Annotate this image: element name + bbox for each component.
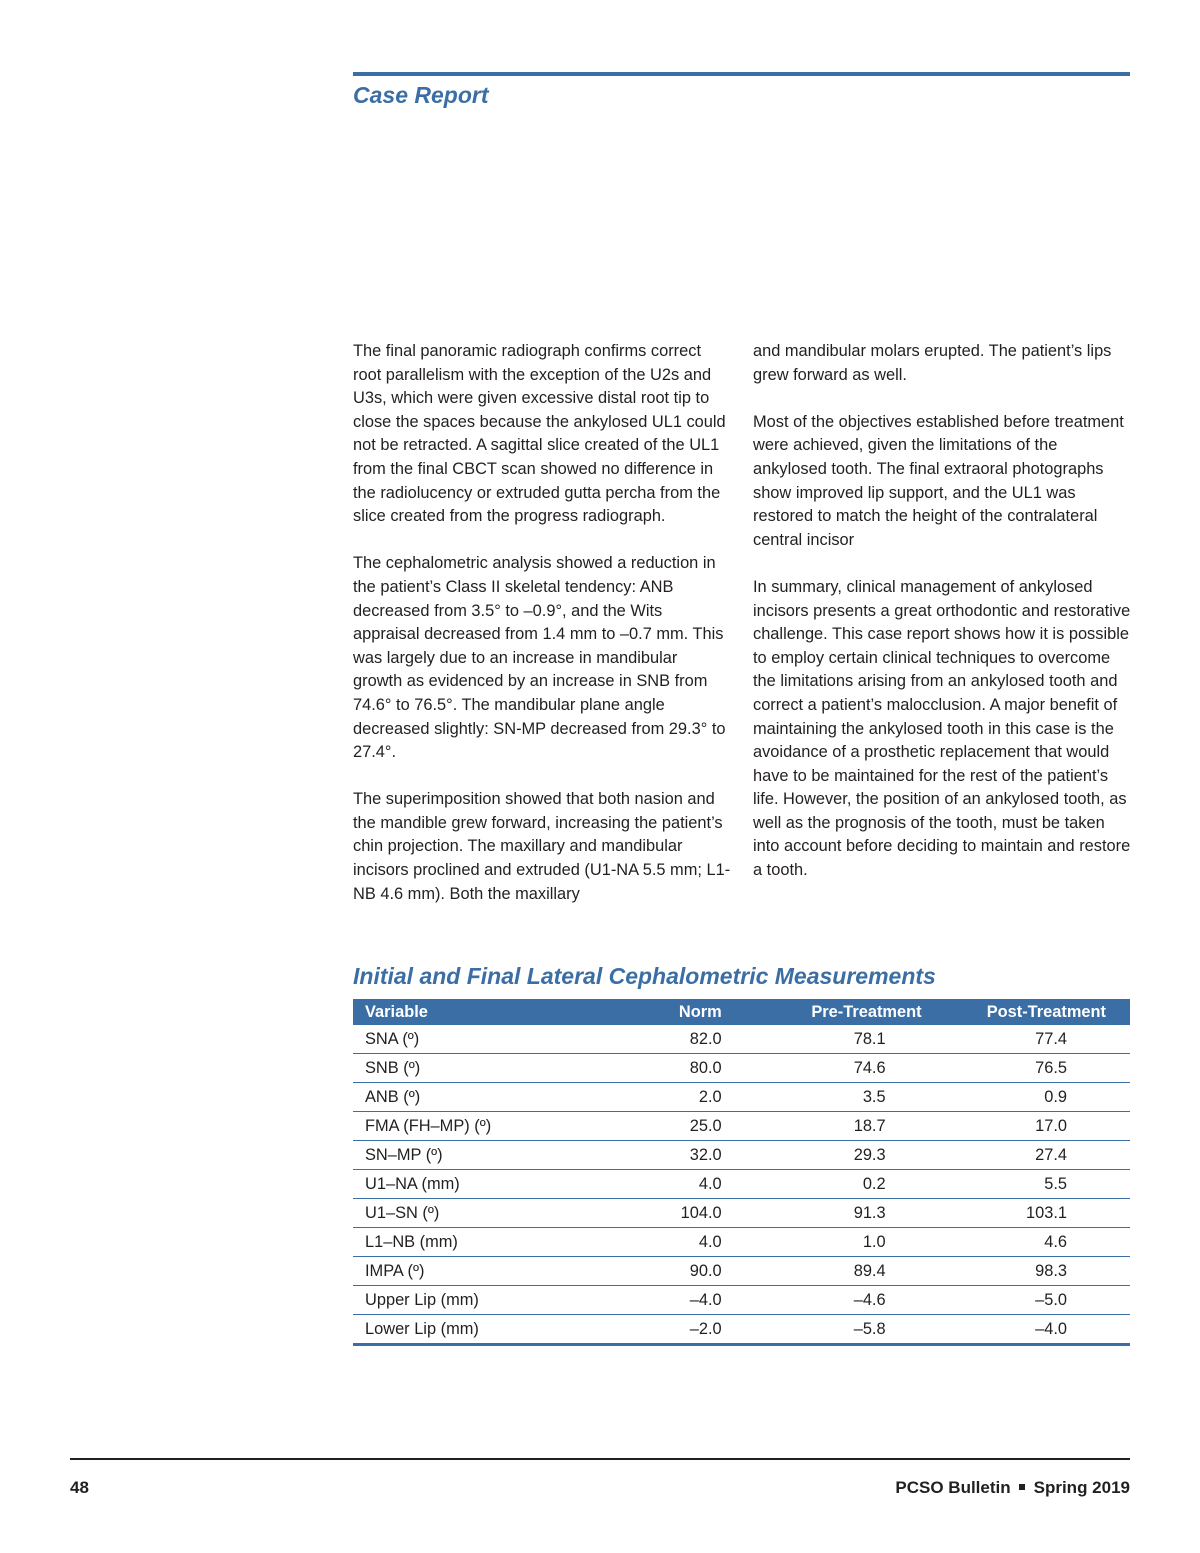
header-norm: Norm — [620, 999, 722, 1025]
cell-post-treatment: –4.0 — [922, 1315, 1130, 1345]
cell-variable: L1–NB (mm) — [353, 1228, 620, 1257]
paragraph: and mandibular molars erupted. The patient’s lips grew forward as well. — [753, 342, 1112, 384]
cell-post-treatment: 103.1 — [922, 1199, 1130, 1228]
table-row — [353, 1054, 1130, 1083]
paragraph: In summary, clinical management of ankylosed incisors presents a great orthodontic and restorative challenge. This case report shows how it is possible to employ certain clinical techniques to overcome the limitations arising from an ankylosed tooth and correct a patient’s malocclusion. A major benefit of maintaining the ankylosed tooth in this case is the avoidance of a prosthetic replacement that would have to be maintained for the rest of the patient’s life. However, the position of an ankylosed tooth, as well as the prognosis of the tooth, must be taken into account before deciding to maintain and restore a tooth. — [753, 577, 1131, 880]
cell-norm: 4.0 — [620, 1228, 722, 1257]
cell-variable: FMA (FH–MP) (º) — [353, 1112, 620, 1141]
page-number: 48 — [70, 1478, 89, 1497]
table-row — [353, 1112, 1130, 1141]
cell-variable: Upper Lip (mm) — [353, 1286, 620, 1315]
cell-variable: U1–NA (mm) — [353, 1170, 620, 1199]
table-row — [353, 1257, 1130, 1286]
table-row — [353, 1141, 1130, 1170]
cell-variable: Lower Lip (mm) — [353, 1315, 620, 1345]
cell-norm: 25.0 — [620, 1112, 722, 1141]
cell-variable: SNB (º) — [353, 1054, 620, 1083]
cell-norm: 4.0 — [620, 1170, 722, 1199]
cell-variable: SN–MP (º) — [353, 1141, 620, 1170]
cell-pre-treatment: 91.3 — [722, 1199, 922, 1228]
header-post-treatment: Post-Treatment — [922, 999, 1130, 1025]
publication-name: PCSO Bulletin — [895, 1478, 1011, 1497]
cell-pre-treatment: –4.6 — [722, 1286, 922, 1315]
cell-variable: U1–SN (º) — [353, 1199, 620, 1228]
issue-name: Spring 2019 — [1033, 1478, 1130, 1497]
cell-post-treatment: 4.6 — [922, 1228, 1130, 1257]
cell-post-treatment: 98.3 — [922, 1257, 1130, 1286]
cell-variable: IMPA (º) — [353, 1257, 620, 1286]
cell-norm: 82.0 — [620, 1025, 722, 1054]
paragraph: The final panoramic radiograph confirms correct root parallelism with the exception of the U2s and U3s, which were given excessive distal root tip to close the spaces because the ankylosed UL1 could not be retracted. A sagittal slice created of the UL1 from the final CBCT scan showed no difference in the radiolucency or extruded gutta percha from the slice created from the progress radiograph. — [353, 342, 726, 526]
cell-pre-treatment: 18.7 — [722, 1112, 922, 1141]
table-row — [353, 1228, 1130, 1257]
cell-norm: –2.0 — [620, 1315, 722, 1345]
cell-pre-treatment: 89.4 — [722, 1257, 922, 1286]
section-title: Case Report — [353, 82, 489, 108]
cell-post-treatment: 5.5 — [922, 1170, 1130, 1199]
measurements-table — [353, 999, 1130, 1346]
footer-rule — [70, 1458, 1130, 1460]
cell-pre-treatment: 29.3 — [722, 1141, 922, 1170]
table-title: Initial and Final Lateral Cephalometric Measurements — [353, 963, 936, 989]
cell-pre-treatment: 3.5 — [722, 1083, 922, 1112]
cell-post-treatment: –5.0 — [922, 1286, 1130, 1315]
cell-post-treatment: 0.9 — [922, 1083, 1130, 1112]
cell-post-treatment: 17.0 — [922, 1112, 1130, 1141]
header-rule — [353, 72, 1130, 76]
table-row — [353, 1199, 1130, 1228]
cell-pre-treatment: 0.2 — [722, 1170, 922, 1199]
header-variable: Variable — [353, 999, 620, 1025]
cell-pre-treatment: 1.0 — [722, 1228, 922, 1257]
cell-pre-treatment: –5.8 — [722, 1315, 922, 1345]
cell-post-treatment: 76.5 — [922, 1054, 1130, 1083]
left-column — [353, 340, 731, 930]
cell-norm: –4.0 — [620, 1286, 722, 1315]
cell-post-treatment: 77.4 — [922, 1025, 1130, 1054]
table-row — [353, 1315, 1130, 1345]
cell-variable: SNA (º) — [353, 1025, 620, 1054]
cell-pre-treatment: 74.6 — [722, 1054, 922, 1083]
table-row — [353, 1025, 1130, 1054]
cell-norm: 104.0 — [620, 1199, 722, 1228]
cell-norm: 80.0 — [620, 1054, 722, 1083]
cell-variable: ANB (º) — [353, 1083, 620, 1112]
table-row — [353, 1286, 1130, 1315]
table-header-row — [353, 999, 1130, 1025]
cell-post-treatment: 27.4 — [922, 1141, 1130, 1170]
paragraph: The superimposition showed that both nasion and the mandible grew forward, increasing the patient’s chin projection. The maxillary and mandibular incisors proclined and extruded (U1-NA 5.5 mm; L1-NB 4.6 mm). Both the maxillary — [353, 790, 731, 903]
table-row — [353, 1170, 1130, 1199]
right-column — [753, 340, 1131, 906]
cell-pre-treatment: 78.1 — [722, 1025, 922, 1054]
cell-norm: 32.0 — [620, 1141, 722, 1170]
paragraph: The cephalometric analysis showed a reduction in the patient’s Class II skeletal tendency: ANB decreased from 3.5° to –0.9°, and the Wits appraisal decreased from 1.4 mm to –0.7 mm. This was largely due to an increase in mandibular growth as evidenced by an increase in SNB from 74.6° to 76.5°. The mandibular plane angle decreased slightly: SN-MP decreased from 29.3° to 27.4°. — [353, 554, 726, 762]
footer-publication — [895, 1478, 1130, 1498]
header-pre-treatment: Pre-Treatment — [722, 999, 922, 1025]
cell-norm: 2.0 — [620, 1083, 722, 1112]
cell-norm: 90.0 — [620, 1257, 722, 1286]
bullet-separator — [1019, 1484, 1025, 1490]
paragraph: Most of the objectives established before treatment were achieved, given the limitations of the ankylosed tooth. The final extraoral photographs show improved lip support, and the UL1 was restored to match the height of the contralateral central incisor — [753, 412, 1124, 549]
table-row — [353, 1083, 1130, 1112]
